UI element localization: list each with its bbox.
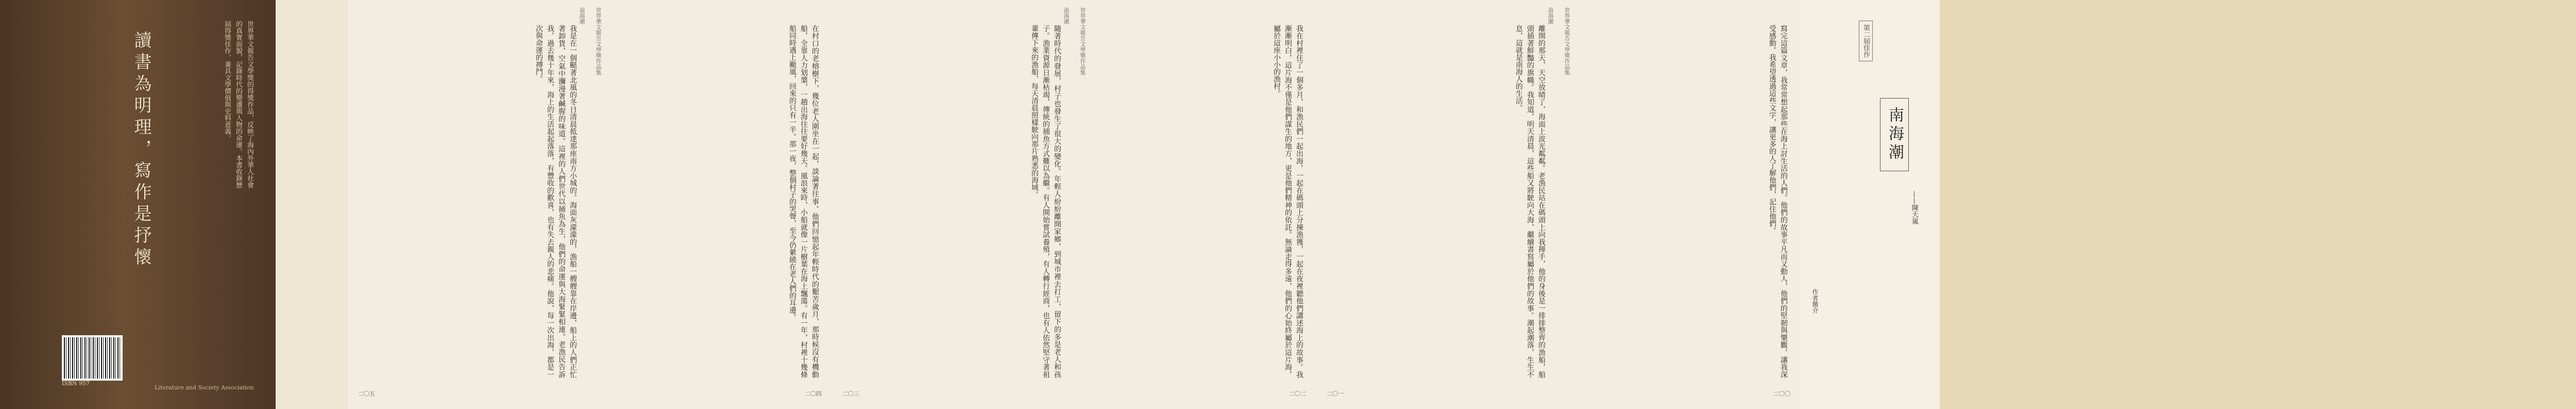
page-number: 二〇五 xyxy=(358,390,375,397)
page-body-text: 離開的那天，天空放晴了，海面上波光粼粼。老漁民站在碼頭上向我揮手，他的身後是一排排整齊的漁船，船頭插著鮮豔的旗幟。我知道，明天清晨，這些船又將駛向大海，繼續書寫屬於他們的故事。潮起潮落，生生不息，這就是南海人的生活。 xyxy=(1515,25,1546,378)
running-head: 南海潮 xyxy=(1063,7,1070,24)
barcode-icon xyxy=(62,335,123,381)
page-body-text: 在村口的老榕樹下，幾位老人圍坐在一起，談論著往事。他們回憶起年輕時代的艱苦歲月，那時候沒有機動船，全靠人力划槳，一趟出海往往要好幾天。風浪來時，小船就像一片樹葉在海上飄蕩。有一年，村裡十幾條船同時遇上颱風，回來的只有一半。那一夜，整個村子的哭聲，至今仍縈繞在老人們的耳邊。 xyxy=(788,25,819,378)
page-body-text: 我是在一個颳著北風的冬日清晨抵達那座南方小城的。海面灰濛濛的，漁船一艘艘靠在岸邊，船上的人們正忙著卸貨，空氣中瀰漫著鹹腥的味道。這裡的人們世代以捕魚為生，他們的命運與大海緊緊相連。老漁民告訴我，過去幾十年來，海上的生活起起落落，有豐收的歡喜，也有失去親人的悲痛。他說，每一次出海，都是一次與命運的搏鬥。 xyxy=(535,25,577,378)
page-body-text: 隨著時代的發展，村子也發生了很大的變化。年輕人紛紛離開家鄉，到城市裡去打工，留下的多是老人和孩子。漁業資源日漸枯竭，傳統的捕魚方式難以為繼。有人開始嘗試養殖，有人轉行經商，也有人依然堅守著祖輩傳下來的漁船，每天清晨照樣駛向那片熟悉的海域。 xyxy=(1030,25,1061,378)
running-head: 世界華文報告文學獎作品集 xyxy=(1564,7,1570,75)
page-number: 二〇四 xyxy=(805,390,822,397)
page-number: 二〇一 xyxy=(1327,390,1344,397)
title-page-footer: 作者簡介 xyxy=(1811,289,1819,314)
title-page xyxy=(1801,0,1940,409)
text-page xyxy=(348,0,590,409)
back-cover-blurb: 世界華文報告文學獎的得獎作品，反映了海內外華人社會的真實面貌，記錄時代的變遷與人物的命運。本書收錄歷屆得獎佳作，兼具文學價值與史料意義。 xyxy=(223,21,253,188)
work-title: 南海潮 xyxy=(1886,107,1904,162)
text-page xyxy=(1074,0,1316,409)
running-head: 世界華文報告文學獎作品集 xyxy=(595,7,602,75)
page-body-text: 寫完這篇文章，我常常想起那些在海上討生活的人們。他們的故事平凡而又動人，他們的堅韌與樂觀，讓我深受感動。我希望透過這些文字，讓更多的人了解他們，記住他們。 xyxy=(1768,25,1788,378)
running-head: 南海潮 xyxy=(579,7,585,24)
text-page xyxy=(1316,0,1558,409)
page-body-text: 我在村裡住了一個多月，和漁民們一起出海，一起在碼頭上分揀漁獲，一起在夜裡聽他們講述海上的故事。我漸漸明白，這片海不僅是他們謀生的地方，更是他們精神的依託。無論走得多遠，他們的心始終屬於這片海，屬於這座小小的漁村。 xyxy=(1273,25,1303,378)
text-page xyxy=(1558,0,1801,409)
work-title-box xyxy=(1880,98,1909,171)
author-name: ——陳天嵐 xyxy=(1910,191,1918,224)
page-number: 二〇二 xyxy=(1289,390,1306,397)
running-head: 世界華文報告文學獎作品集 xyxy=(1079,7,1086,75)
blank-page xyxy=(276,0,348,409)
running-head: 南海潮 xyxy=(1547,7,1554,24)
text-page xyxy=(590,0,832,409)
page-number: 二〇〇 xyxy=(1773,390,1790,397)
page-number: 二〇三 xyxy=(842,390,859,397)
publisher-english: Literature and Society Association xyxy=(155,384,254,391)
isbn-text: ISBN 957 xyxy=(62,380,90,387)
section-label: 第二屆佳作 xyxy=(1859,21,1873,61)
back-cover-calligraphy: 讀書為明理，寫作是抒懷 xyxy=(131,31,151,269)
text-page xyxy=(832,0,1074,409)
back-cover xyxy=(0,0,276,409)
background-gap xyxy=(1940,0,2576,409)
